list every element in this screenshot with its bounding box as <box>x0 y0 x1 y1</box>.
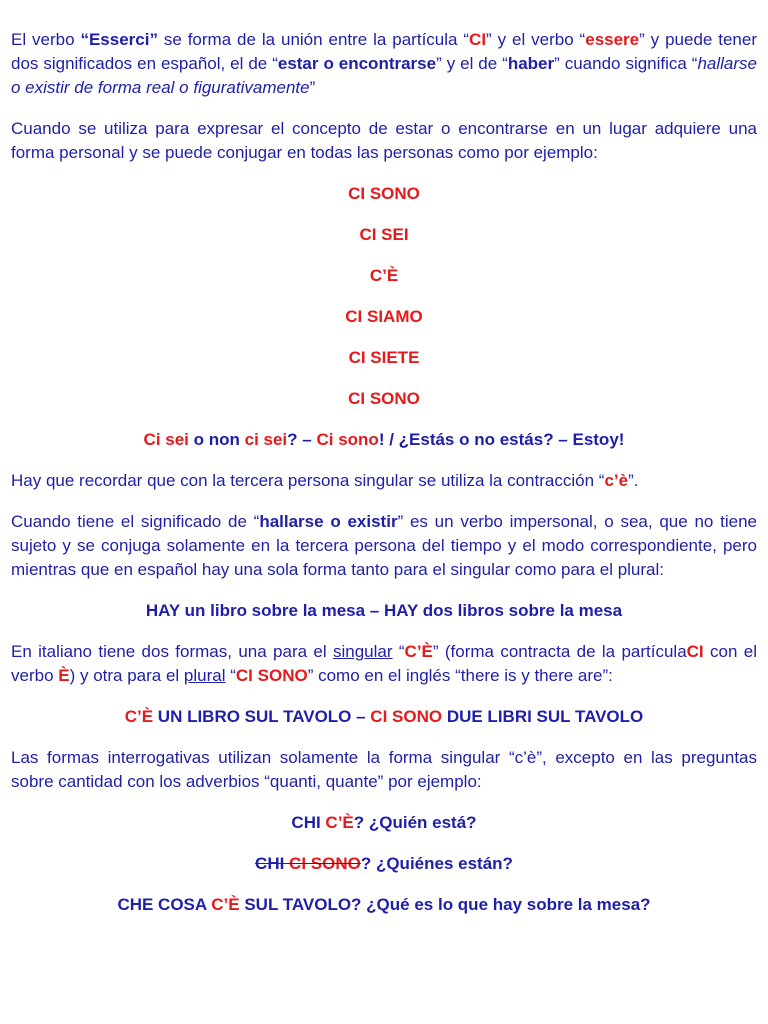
term-ci: CI <box>469 30 487 49</box>
text-run: “ <box>392 642 405 661</box>
text-run: ” como en el inglés “there is y there are”: <box>307 666 613 685</box>
text-run: C’È <box>325 813 354 832</box>
conjugation-item: C’È <box>369 266 399 285</box>
text-run: SUL TAVOLO? ¿Qué es lo que hay sobre la mesa? <box>239 895 651 914</box>
text-run: C’È <box>211 895 240 914</box>
term-hallarse: hallarse o existir de forma real o figurativamente <box>11 54 758 97</box>
example-sentence-1 <box>11 428 757 452</box>
text-run: ci sei <box>244 430 288 449</box>
interrogative-paragraph: Las formas interrogativas utilizan solamente la forma singular “c’è”, excepto en las preguntas sobre cantidad con los adverbios “quanti, quante” por ejemplo: <box>11 748 757 791</box>
text-run: ” y puede tener dos significados en español, el de “ <box>11 30 758 73</box>
text-run: En italiano tiene dos formas, una para el <box>11 642 333 661</box>
text-run: CI SONO <box>289 854 361 873</box>
text-run: CHE COSA <box>117 895 212 914</box>
text-run: CI SONO <box>370 707 443 726</box>
text-run: ” y el de “ <box>436 54 508 73</box>
conjugation-item: CI SEI <box>359 225 409 244</box>
conjugation-list <box>11 182 757 411</box>
term-essere: essere <box>585 30 640 49</box>
text-run: ” <box>309 78 316 97</box>
term-ce: c’è <box>604 471 629 490</box>
example-sentence-2: HAY un libro sobre la mesa – HAY dos libros sobre la mesa <box>145 601 623 620</box>
term-estar: estar o encontrarse <box>277 54 437 73</box>
term-e: È <box>58 666 70 685</box>
text-run: DUE LIBRI SUL TAVOLO <box>442 707 644 726</box>
text-run: ! / ¿Estás o no estás? – Estoy! <box>378 430 625 449</box>
conjugation-item: CI SIETE <box>348 348 420 367</box>
impersonal-paragraph <box>11 510 757 582</box>
text-run: C’È <box>124 707 154 726</box>
text-run: ” es un verbo impersonal, o sea, que no tiene sujeto y se conjuga solamente en la tercera persona del tiempo y el modo correspondiente, pero mientras que en español hay una sola forma tanto para el singular como para el plural: <box>11 512 757 579</box>
text-run: ” y el verbo “ <box>486 30 586 49</box>
text-run: ”. <box>628 471 639 490</box>
question-2 <box>11 852 757 876</box>
term-haber: haber <box>507 54 555 73</box>
text-run: “ <box>225 666 236 685</box>
term-ci-sono: CI SONO <box>235 666 308 685</box>
text-run: Ci sei <box>143 430 189 449</box>
text-run: ? – <box>287 430 317 449</box>
contraction-paragraph <box>11 469 757 493</box>
conjugation-item: CI SIAMO <box>345 307 423 326</box>
question-1 <box>11 811 757 835</box>
text-run: ? ¿Quién está? <box>353 813 477 832</box>
term-ci: CI <box>686 642 704 661</box>
italian-forms-paragraph <box>11 640 757 688</box>
text-run: El verbo <box>11 30 81 49</box>
text-run: ? ¿Quiénes están? <box>360 854 513 873</box>
text-run: con el verbo <box>11 642 757 685</box>
text-run: CHI <box>291 813 326 832</box>
term-ce: C’È <box>404 642 433 661</box>
struck-phrase <box>255 854 361 873</box>
text-run: Hay que recordar que con la tercera persona singular se utiliza la contracción “ <box>11 471 605 490</box>
usage-paragraph: Cuando se utiliza para expresar el concepto de estar o encontrarse en un lugar adquiere una forma personal y se puede conjugar en todas las personas como por ejemplo: <box>11 119 757 162</box>
text-run: o non <box>188 430 245 449</box>
term-esserci: “Esserci” <box>80 30 158 49</box>
text-run: Cuando tiene el significado de “ <box>11 512 260 531</box>
text-run: ) y otra para el <box>69 666 184 685</box>
text-run: Ci sono <box>316 430 379 449</box>
conjugation-item: CI SONO <box>348 389 420 408</box>
text-run: CHI <box>255 854 290 873</box>
question-3 <box>11 893 757 917</box>
intro-paragraph <box>11 28 757 100</box>
text-run: ” (forma contracta de la partícula <box>432 642 687 661</box>
term-plural: plural <box>183 666 226 685</box>
example-sentence-3 <box>11 705 757 729</box>
conjugation-item: CI SONO <box>348 184 420 203</box>
term-singular: singular <box>332 642 393 661</box>
text-run: se forma de la unión entre la partícula “ <box>157 30 470 49</box>
text-run: UN LIBRO SUL TAVOLO – <box>153 707 371 726</box>
text-run: ” cuando significa “ <box>554 54 698 73</box>
term-hallarse-existir: hallarse o existir <box>259 512 398 531</box>
